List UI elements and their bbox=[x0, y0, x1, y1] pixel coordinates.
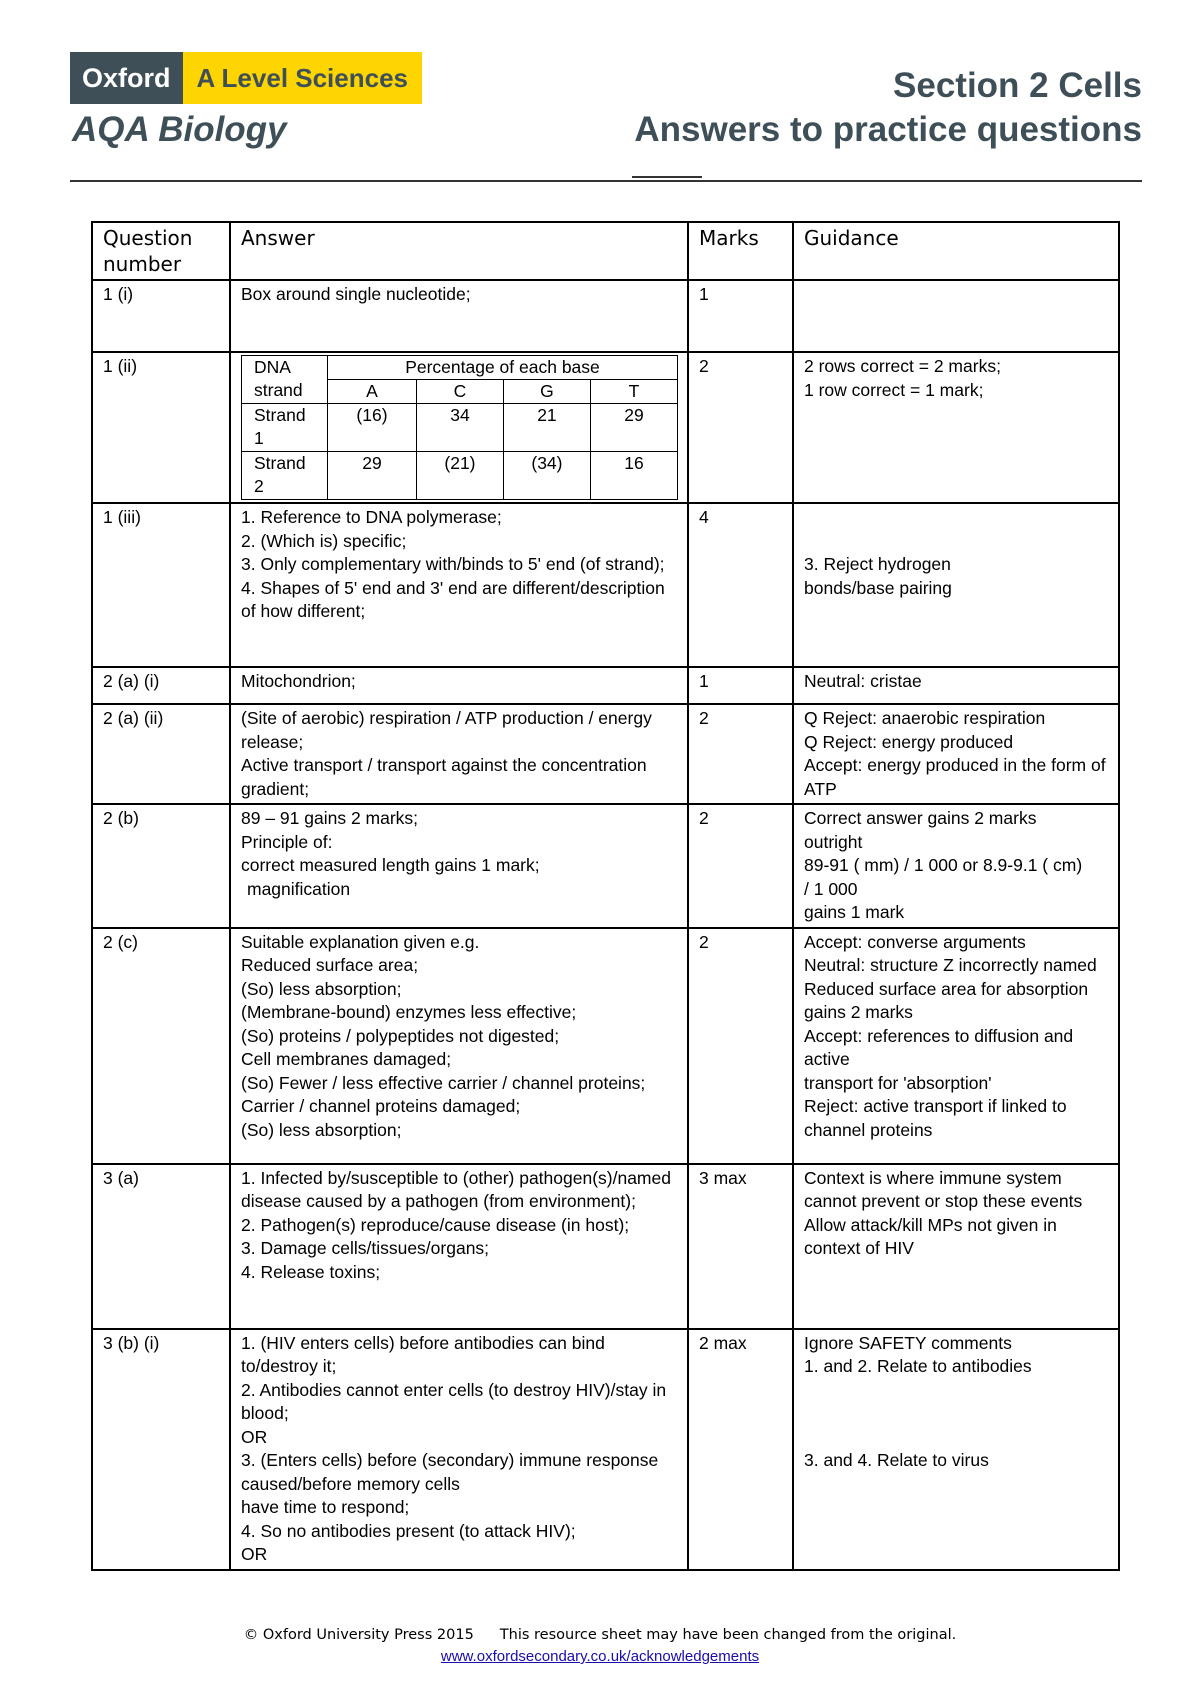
answer-line: OR bbox=[241, 1426, 268, 1447]
marks-cell: 2 bbox=[688, 928, 793, 1164]
question-number: 2 (b) bbox=[92, 804, 230, 928]
guidance-line bbox=[804, 530, 968, 554]
guidance-line: transport for 'absorption' bbox=[804, 1072, 992, 1093]
marks-cell: 2 bbox=[688, 804, 793, 928]
table-row bbox=[92, 667, 1119, 704]
header-divider bbox=[70, 180, 1142, 182]
header-question-line: Question bbox=[103, 226, 193, 250]
header-marks: Marks bbox=[688, 222, 793, 280]
table-row bbox=[92, 503, 1119, 667]
guidance-line: Accept: energy produced in the form of ATP bbox=[804, 755, 1106, 799]
dna-value: 29 bbox=[327, 452, 416, 500]
guidance-line bbox=[804, 1426, 1108, 1450]
answer-line: Box around single nucleotide; bbox=[241, 284, 471, 304]
guidance-cell bbox=[793, 928, 1119, 1164]
question-number: 3 (a) bbox=[92, 1164, 230, 1329]
dna-strand-label: Strand 1 bbox=[242, 404, 328, 452]
guidance-line: Correct answer gains 2 marks outright bbox=[804, 808, 1037, 852]
table-row bbox=[92, 352, 1119, 503]
subject-title: AQA Biology bbox=[72, 110, 287, 149]
dna-base-table bbox=[241, 355, 678, 500]
answer-cell bbox=[230, 280, 688, 352]
guidance-cell bbox=[793, 1329, 1119, 1570]
answer-cell bbox=[230, 1329, 688, 1570]
dna-strand-label: Strand 2 bbox=[242, 452, 328, 500]
answer-line: 3. (Enters cells) before (secondary) immune response caused/before memory cells bbox=[241, 1450, 659, 1494]
table-row bbox=[92, 704, 1119, 804]
answer-line: OR bbox=[241, 1544, 268, 1564]
dna-base-label: G bbox=[503, 380, 590, 404]
section-heading bbox=[634, 64, 1142, 152]
dna-header-row bbox=[242, 356, 678, 380]
question-number: 1 (iii) bbox=[92, 503, 230, 667]
logo-series: A Level Sciences bbox=[183, 52, 423, 104]
header-question-number bbox=[92, 222, 230, 280]
question-number: 2 (a) (i) bbox=[92, 667, 230, 704]
dna-value: 16 bbox=[590, 452, 677, 500]
table-row bbox=[92, 928, 1119, 1164]
guidance-cell bbox=[793, 280, 1119, 352]
page-footer bbox=[0, 1624, 1200, 1668]
guidance-line: 3. Reject hydrogen bonds/base pairing bbox=[804, 554, 952, 598]
guidance-line: Allow attack/kill MPs not given in context of HIV bbox=[804, 1214, 1057, 1258]
marks-cell: 4 bbox=[688, 503, 793, 667]
guidance-line: Ignore SAFETY comments bbox=[804, 1332, 1012, 1353]
change-notice: This resource sheet may have been changed from the original. bbox=[499, 1627, 957, 1643]
answer-line: correct measured length gains 1 mark; bbox=[241, 855, 540, 875]
copyright-text: © Oxford University Press 2015 bbox=[243, 1627, 474, 1643]
table-header-row bbox=[92, 222, 1119, 280]
dna-value: (16) bbox=[327, 404, 416, 452]
answer-line: (So) proteins / polypeptides not digested; bbox=[241, 1025, 560, 1046]
dna-strand-header: DNA strand bbox=[242, 356, 328, 404]
guidance-cell bbox=[793, 1164, 1119, 1329]
guidance-line: Neutral: structure Z incorrectly named bbox=[804, 955, 1097, 975]
answer-line: 1. Infected by/susceptible to (other) pathogen(s)/named disease caused by a pathogen (from environment); bbox=[241, 1167, 671, 1211]
guidance-line: Context is where immune system cannot prevent or stop these events bbox=[804, 1167, 1083, 1211]
question-number: 1 (ii) bbox=[92, 352, 230, 503]
section-name: Section 2 Cells bbox=[893, 66, 1142, 105]
answers-table bbox=[91, 221, 1120, 1571]
marks-cell: 2 bbox=[688, 352, 793, 503]
answer-line: 1. (HIV enters cells) before antibodies can bind to/destroy it; bbox=[241, 1332, 605, 1376]
guidance-cell bbox=[793, 352, 1119, 503]
answer-line: (Membrane-bound) enzymes less effective; bbox=[241, 1002, 577, 1022]
answer-line: magnification bbox=[247, 878, 351, 899]
question-number: 2 (c) bbox=[92, 928, 230, 1164]
table-row bbox=[92, 1329, 1119, 1570]
answer-line: 2. Antibodies cannot enter cells (to destroy HIV)/stay in blood; bbox=[241, 1379, 667, 1423]
header-divider-accent bbox=[632, 176, 702, 178]
answer-line: Carrier / channel proteins damaged; bbox=[241, 1096, 521, 1116]
guidance-cell bbox=[793, 704, 1119, 804]
dna-base-label: A bbox=[327, 380, 416, 404]
answer-line: (Site of aerobic) respiration / ATP production / energy release; bbox=[241, 708, 652, 752]
guidance-line: Accept: converse arguments bbox=[804, 931, 1026, 952]
dna-value: 29 bbox=[590, 404, 677, 452]
table-row bbox=[92, 804, 1119, 928]
answer-line: Active transport / transport against the concentration gradient; bbox=[241, 755, 647, 799]
answer-line: 3. Damage cells/tissues/organs; bbox=[241, 1238, 490, 1258]
guidance-line bbox=[804, 1379, 1108, 1403]
acknowledgements-link[interactable]: www.oxfordsecondary.co.uk/acknowledgements bbox=[440, 1648, 760, 1665]
answer-cell bbox=[230, 928, 688, 1164]
marks-cell: 2 max bbox=[688, 1329, 793, 1570]
answer-line: 3. Only complementary with/binds to 5' end (of strand); bbox=[241, 554, 665, 574]
answer-cell bbox=[230, 704, 688, 804]
guidance-line: Reduced surface area for absorption gains 2 marks bbox=[804, 978, 1089, 1022]
guidance-line: gains 1 mark bbox=[804, 902, 905, 922]
guidance-line: 1 row correct = 1 mark; bbox=[804, 379, 984, 400]
guidance-line: Q Reject: anaerobic respiration bbox=[804, 708, 1046, 728]
answer-line: Cell membranes damaged; bbox=[241, 1049, 452, 1069]
guidance-line bbox=[804, 1402, 1108, 1426]
answer-line: 2. Pathogen(s) reproduce/cause disease (in host); bbox=[241, 1214, 630, 1235]
answer-line: 2. (Which is) specific; bbox=[241, 530, 407, 551]
answer-cell bbox=[230, 1164, 688, 1329]
answer-line: 4. So no antibodies present (to attack HIV); bbox=[241, 1520, 576, 1541]
question-number: 2 (a) (ii) bbox=[92, 704, 230, 804]
publisher-logo bbox=[70, 52, 422, 104]
answer-line: Reduced surface area; bbox=[241, 955, 419, 975]
guidance-line: 1. and 2. Relate to antibodies bbox=[804, 1356, 1032, 1376]
answer-line: (So) less absorption; bbox=[241, 978, 402, 999]
dna-percentage-header: Percentage of each base bbox=[327, 356, 677, 380]
dna-strand-row bbox=[242, 404, 678, 452]
table-row bbox=[92, 280, 1119, 352]
answer-cell bbox=[230, 503, 688, 667]
question-number: 3 (b) (i) bbox=[92, 1329, 230, 1570]
guidance-line: 3. and 4. Relate to virus bbox=[804, 1450, 989, 1470]
marks-cell: 1 bbox=[688, 667, 793, 704]
answer-line: (So) Fewer / less effective carrier / channel proteins; bbox=[241, 1072, 646, 1093]
section-subtitle: Answers to practice questions bbox=[634, 110, 1142, 149]
answer-line: Principle of: bbox=[241, 831, 333, 852]
dna-value: 34 bbox=[416, 404, 503, 452]
answer-cell bbox=[230, 667, 688, 704]
answer-cell bbox=[230, 352, 688, 503]
guidance-cell bbox=[793, 667, 1119, 704]
guidance-line bbox=[804, 506, 968, 530]
answer-line: 4. Release toxins; bbox=[241, 1261, 381, 1282]
answer-line: 89 – 91 gains 2 marks; bbox=[241, 808, 419, 828]
guidance-cell bbox=[793, 804, 1119, 928]
answer-line: Mitochondrion; bbox=[241, 671, 356, 691]
guidance-cell bbox=[793, 503, 1119, 667]
dna-strand-row bbox=[242, 452, 678, 500]
guidance-line: Q Reject: energy produced bbox=[804, 731, 1014, 752]
guidance-line: 89-91 ( mm) / 1 000 or 8.9-9.1 ( cm) / 1 000 bbox=[804, 855, 1083, 899]
answer-line: (So) less absorption; bbox=[241, 1119, 402, 1140]
dna-value: (21) bbox=[416, 452, 503, 500]
answer-cell bbox=[230, 804, 688, 928]
question-number: 1 (i) bbox=[92, 280, 230, 352]
answer-line: 4. Shapes of 5' end and 3' end are different/description of how different; bbox=[241, 577, 665, 621]
answer-line: 1. Reference to DNA polymerase; bbox=[241, 507, 502, 527]
table-row bbox=[92, 1164, 1119, 1329]
guidance-line: Reject: active transport if linked to channel proteins bbox=[804, 1096, 1067, 1140]
dna-value: 21 bbox=[503, 404, 590, 452]
marks-cell: 2 bbox=[688, 704, 793, 804]
marks-cell: 1 bbox=[688, 280, 793, 352]
answer-line: have time to respond; bbox=[241, 1497, 410, 1517]
answer-line: Suitable explanation given e.g. bbox=[241, 931, 480, 952]
logo-oxford: Oxford bbox=[70, 52, 183, 104]
header-number-line: number bbox=[103, 252, 182, 276]
dna-base-label: T bbox=[590, 380, 677, 404]
guidance-line: 2 rows correct = 2 marks; bbox=[804, 356, 1001, 376]
marks-cell: 3 max bbox=[688, 1164, 793, 1329]
dna-value: (34) bbox=[503, 452, 590, 500]
guidance-line: Accept: references to diffusion and active bbox=[804, 1025, 1074, 1069]
dna-base-label: C bbox=[416, 380, 503, 404]
header-guidance: Guidance bbox=[793, 222, 1119, 280]
header-answer: Answer bbox=[230, 222, 688, 280]
guidance-line: Neutral: cristae bbox=[804, 671, 922, 691]
